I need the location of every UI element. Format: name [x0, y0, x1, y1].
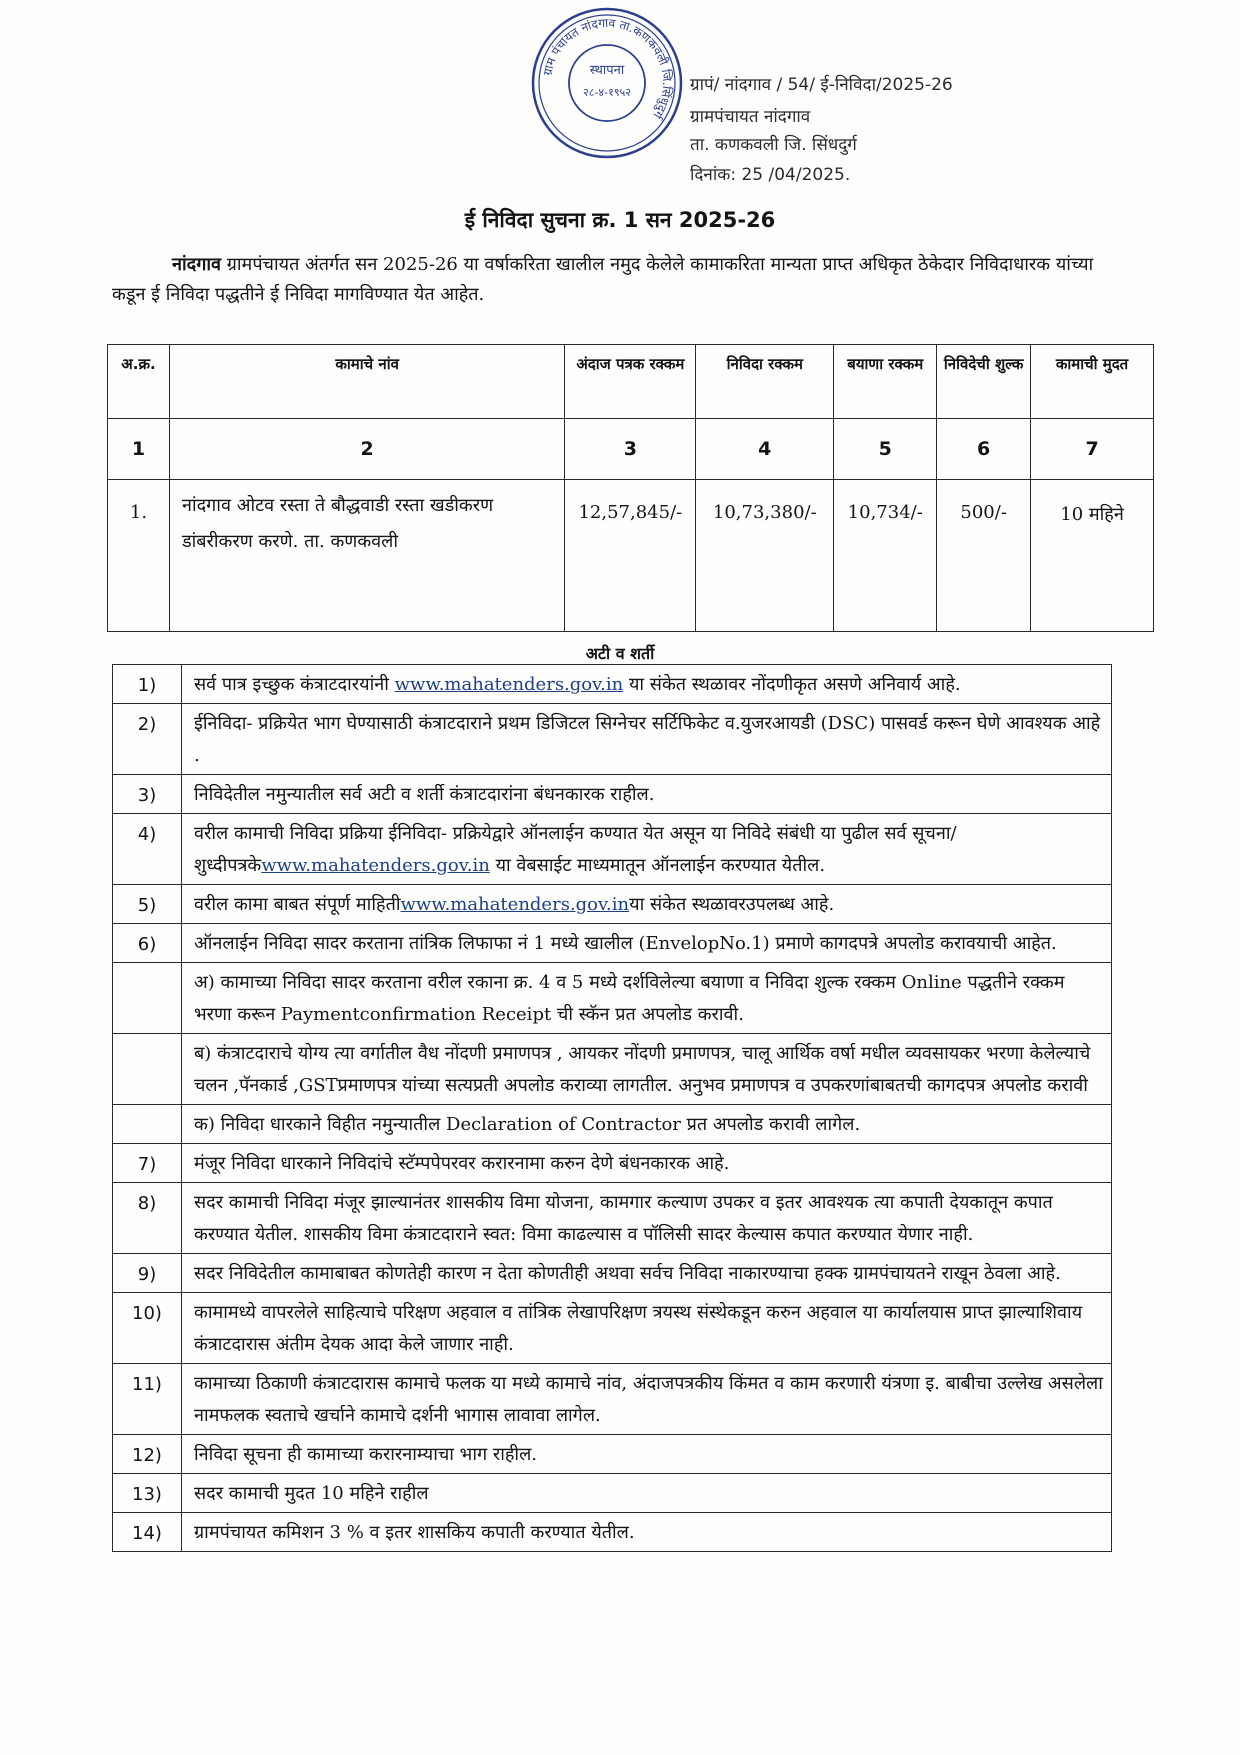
gram-panchayat-seal: [528, 4, 686, 162]
condition-number: 10): [113, 1293, 182, 1364]
condition-text-part: कामाच्या ठिकाणी कंत्राटदारास कामाचे फलक या मध्ये कामाचे नांव, अंदाजपत्रकीय किंमत व काम करणारी यंत्रणा इ. बाबीचा उल्लेख असलेला नामफलक स्वताचे खर्चाने कामाचे दर्शनी भागास लावावा लागेल.: [194, 1373, 1103, 1426]
condition-text-part: कामामध्ये वापरलेले साहित्याचे परिक्षण अहवाल व तांत्रिक लेखापरिक्षण त्रयस्थ संस्थेकडून करुन अहवाल या कार्यालयास प्राप्त झाल्याशिवाय कंत्राटदारास अंतीम देयक आदा केले जाणार नाही.: [194, 1302, 1083, 1355]
reference-number: ग्रापं/ नांदगाव / 54/ ई-निविदा/2025-26: [690, 75, 953, 95]
condition-text-part: क) निविदा धारकाने विहीत नमुन्यातील Declaration of Contractor प्रत अपलोड करावी लागेल.: [194, 1114, 861, 1135]
condition-row: [113, 1364, 1112, 1435]
condition-number: 2): [113, 704, 182, 775]
condition-text: [182, 1435, 1112, 1474]
condition-text: [182, 1254, 1112, 1293]
condition-number: 14): [113, 1513, 182, 1552]
condition-text-part: वरील कामा बाबत संपूर्ण माहिती: [194, 894, 401, 915]
condition-text-part: अ) कामाच्या निविदा सादर करताना वरील रकाना क्र. 4 व 5 मध्ये दर्शविलेल्या बयाणा व निविदा शुल्क रक्कम Online पद्धतीने रक्कम भरणा करून Paymentconfirmation Receipt ची स्कॅन प्रत अपलोड करावी.: [194, 972, 1065, 1025]
col-header-sr: अ.क्र.: [108, 345, 170, 419]
condition-row: [113, 1474, 1112, 1513]
condition-text-part: निविदा सूचना ही कामाच्या करारनाम्याचा भाग राहील.: [194, 1444, 538, 1465]
office-name: ग्रामपंचायत नांदगाव: [690, 107, 811, 127]
works-table: [107, 344, 1154, 632]
notice-title: ई निविदा सुचना क्र. 1 सन 2025-26: [464, 208, 776, 232]
work-sr: 1.: [108, 480, 170, 632]
condition-text-part: सदर कामाची मुदत 10 महिने राहील: [194, 1483, 429, 1504]
condition-row: [113, 665, 1112, 704]
seal-center-label: स्थापना: [589, 63, 625, 78]
condition-row: [113, 1034, 1112, 1105]
seal-center-date: २८-४-१९५२: [583, 86, 631, 99]
condition-number: 9): [113, 1254, 182, 1293]
intro-lead: नांदगाव: [172, 254, 222, 275]
condition-row: [113, 1183, 1112, 1254]
condition-text-part: सदर निविदेतील कामाबाबत कोणतेही कारण न देता कोणतीही अथवा सर्वच निविदा नाकारण्याचा हक्क ग्रामपंचायतने राखून ठेवला आहे.: [194, 1263, 1061, 1284]
condition-row: [113, 1435, 1112, 1474]
condition-text-part: वरील कामाची निविदा प्रक्रिया ईनिविदा- प्रक्रियेद्वारे ऑनलाईन कण्यात येत असून या निविदे संबंधी या पुढील सर्व सूचना/शुध्दीपत्रके: [194, 823, 957, 876]
condition-text: [182, 775, 1112, 814]
condition-text-part: या वेबसाईट माध्यमातून ऑनलाईन करण्यात येतील.: [489, 855, 826, 876]
col-header-tender-amount: निविदा रक्कम: [696, 345, 834, 419]
intro-paragraph: [112, 250, 1132, 310]
condition-text-part: या संकेत स्थळावर नोंदणीकृत असणे अनिवार्य आहे.: [623, 674, 961, 695]
condition-text: [182, 1183, 1112, 1254]
mahatenders-link[interactable]: www.mahatenders.gov.in: [261, 855, 490, 876]
condition-row: [113, 775, 1112, 814]
condition-text-part: सर्व पात्र इच्छुक कंत्राटदारयांनी: [194, 674, 395, 695]
col-header-estimate: अंदाज पत्रक रक्कम: [565, 345, 696, 419]
condition-number: 6): [113, 924, 182, 963]
condition-row: [113, 1105, 1112, 1144]
condition-text: [182, 665, 1112, 704]
condition-text-part: सदर कामाची निविदा मंजूर झाल्यानंतर शासकीय विमा योजना, कामगार कल्याण उपकर व इतर आवश्यक त्या कपाती देयकातून कपात करण्यात येतील. शासकीय विमा कंत्राटदाराने स्वत: विमा काढल्यास व पॉलिसी सादर केल्यास कपात करण्यात येणार नाही.: [194, 1192, 1053, 1245]
condition-text: [182, 924, 1112, 963]
col-header-earnest: बयाणा रक्कम: [834, 345, 937, 419]
mahatenders-link[interactable]: www.mahatenders.gov.in: [394, 674, 624, 695]
condition-text: [182, 963, 1112, 1034]
intro-text: ग्रामपंचायत अंतर्गत सन 2025-26 या वर्षाकरिता खालील नमुद केलेले कामाकरिता मान्यता प्राप्त अधिकृत ठेकेदार निविदाधारक यांच्या कडून ई निविदा पद्धतीने ई निविदा मागविण्यात येत आहेत.: [112, 254, 1094, 305]
condition-text-part: मंजूर निविदा धारकाने निविदांचे स्टॅम्पपेपरवर करारनामा करुन देणे बंधनकारक आहे.: [194, 1153, 730, 1174]
condition-text: [182, 1034, 1112, 1105]
col-header-duration: कामाची मुदत: [1031, 345, 1154, 419]
condition-text-part: ईनिविदा- प्रक्रियेत भाग घेण्यासाठी कंत्राटदाराने प्रथम डिजिटल सिग्नेचर सर्टिफिकेट व.युजरआयडी (DSC) पासवर्ड करून घेणे आवश्यक आहे .: [194, 713, 1101, 766]
col-number: 5: [834, 419, 937, 480]
works-table-header: [108, 345, 1154, 419]
work-earnest: 10,734/-: [834, 480, 937, 632]
work-name: नांदगाव ओटव रस्ता ते बौद्धवाडी रस्ता खडीकरण डांबरीकरण करणे. ता. कणकवली: [169, 480, 564, 632]
col-number: 2: [169, 419, 564, 480]
col-header-fee: निविदेची शुल्क: [937, 345, 1031, 419]
condition-text: [182, 1144, 1112, 1183]
office-location: ता. कणकवली जि. सिंधदुर्ग: [690, 135, 857, 155]
col-number: 1: [108, 419, 170, 480]
work-estimate: 12,57,845/-: [565, 480, 696, 632]
condition-row: [113, 814, 1112, 885]
condition-text-part: ऑनलाईन निविदा सादर करताना तांत्रिक लिफाफा नं 1 मध्ये खालील (EnvelopNo.1) प्रमाणे कागदपत्रे अपलोड करावयाची आहेत.: [194, 933, 1057, 954]
condition-text: [182, 1513, 1112, 1552]
condition-text: [182, 1474, 1112, 1513]
condition-number: 12): [113, 1435, 182, 1474]
condition-row: [113, 1293, 1112, 1364]
works-table-number-row: [108, 419, 1154, 480]
condition-row: [113, 963, 1112, 1034]
condition-number: 7): [113, 1144, 182, 1183]
condition-text: [182, 704, 1112, 775]
condition-number: 11): [113, 1364, 182, 1435]
condition-text-part: ग्रामपंचायत कमिशन 3 % व इतर शासकिय कपाती करण्यात येतील.: [194, 1522, 635, 1543]
notice-date: दिनांक: 25 /04/2025.: [690, 165, 851, 185]
condition-text: [182, 1105, 1112, 1144]
condition-row: [113, 1513, 1112, 1552]
condition-text: [182, 885, 1112, 924]
col-number: 3: [565, 419, 696, 480]
condition-text-part: या संकेत स्थळावरउपलब्ध आहे.: [629, 894, 835, 915]
mahatenders-link[interactable]: www.mahatenders.gov.in: [400, 894, 630, 915]
col-header-work-name: कामाचे नांव: [169, 345, 564, 419]
condition-number: 3): [113, 775, 182, 814]
condition-number: 5): [113, 885, 182, 924]
condition-number: [113, 963, 182, 1034]
col-number: 7: [1031, 419, 1154, 480]
table-row: [108, 480, 1154, 632]
condition-number: [113, 1105, 182, 1144]
condition-number: 8): [113, 1183, 182, 1254]
conditions-title: अटी व शर्ती: [585, 644, 655, 663]
condition-row: [113, 1144, 1112, 1183]
condition-number: 13): [113, 1474, 182, 1513]
work-fee: 500/-: [937, 480, 1031, 632]
condition-text-part: निविदेतील नमुन्यातील सर्व अटी व शर्ती कंत्राटदारांना बंधनकारक राहील.: [194, 784, 655, 805]
conditions-table: [112, 664, 1112, 1552]
condition-row: [113, 924, 1112, 963]
condition-number: 1): [113, 665, 182, 704]
condition-row: [113, 1254, 1112, 1293]
work-duration: 10 महिने: [1031, 480, 1154, 632]
work-tender-amount: 10,73,380/-: [696, 480, 834, 632]
condition-text: [182, 1364, 1112, 1435]
condition-number: [113, 1034, 182, 1105]
seal-ring-text: ग्राम पंचायत नांदगाव ता.कणकवली जि.सिंधुदुर्ग: [540, 15, 675, 122]
condition-text: [182, 814, 1112, 885]
condition-row: [113, 885, 1112, 924]
condition-row: [113, 704, 1112, 775]
condition-text-part: ब) कंत्राटदाराचे योग्य त्या वर्गातील वैध नोंदणी प्रमाणपत्र , आयकर नोंदणी प्रमाणपत्र, चालू आर्थिक वर्षा मधील व्यवसायकर भरणा केलेल्याचे चलन ,पॅनकार्ड ,GSTप्रमाणपत्र यांच्या सत्यप्रती अपलोड कराव्या लागतील. अनुभव प्रमाणपत्र व उपकरणांबाबतची कागदपत्र अपलोड करावी: [194, 1043, 1091, 1096]
col-number: 4: [696, 419, 834, 480]
condition-text: [182, 1293, 1112, 1364]
col-number: 6: [937, 419, 1031, 480]
condition-number: 4): [113, 814, 182, 885]
